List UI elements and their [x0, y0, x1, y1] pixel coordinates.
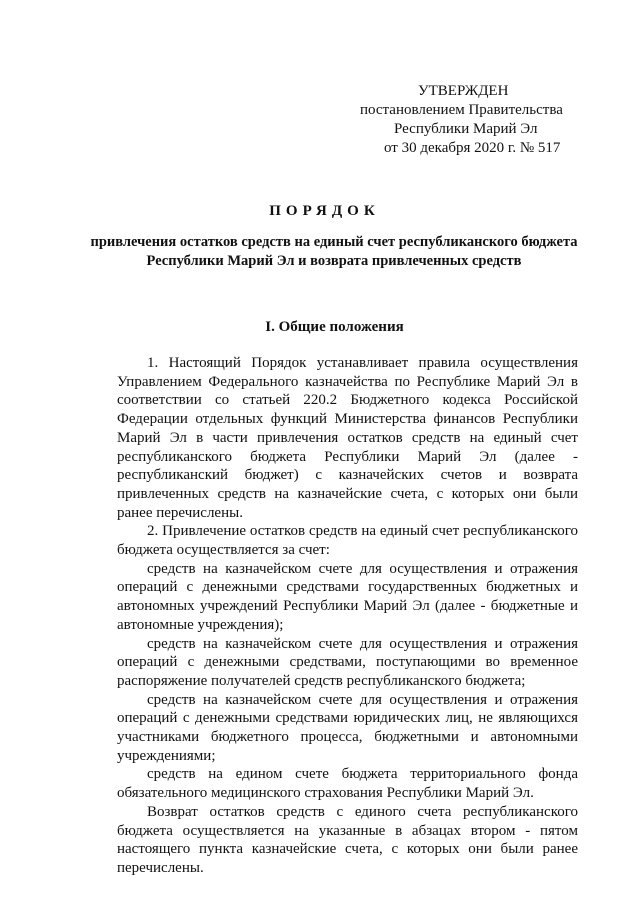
approval-date-prefix: от [384, 140, 398, 156]
paragraph-6: средств на едином счете бюджета территориального фонда обязательного медицинского страхования Республики Марий Эл. [117, 766, 578, 802]
approval-republic: Республики Марий Эл [394, 121, 538, 137]
paragraph-7: Возврат остатков средств с единого счета республиканского бюджета осуществляется на указанные в абзацах втором - пятом настоящего пункта казначейские счета, с которых они были ранее перечислены. [117, 803, 578, 876]
approval-title: УТВЕРЖДЕН [418, 83, 509, 99]
document-title: ПОРЯДОК [269, 203, 380, 219]
paragraph-4: средств на казначейском счете для осуществления и отражения операций с денежными средствами, поступающими во временное распоряжение получателей средств республиканского бюджета; [117, 635, 578, 689]
approval-date-line [360, 139, 610, 158]
paragraph-5: средств на казначейском счете для осуществления и отражения операций с денежными средствами юридических лиц, не являющихся участниками бюджетного процесса, бюджетными и автономными учреждениями; [117, 691, 578, 764]
document-subtitle: привлечения остатков средств на единый счет республиканского бюджета Республики Марий Эл и возврата привлеченных средств [90, 234, 578, 269]
section-heading: I. Общие положения [265, 319, 404, 335]
approval-authority: постановлением Правительства [360, 102, 563, 118]
approval-stamp [360, 82, 610, 158]
paragraph-2: 2. Привлечение остатков средств на единый счет республиканского бюджета осуществляется за счет: [117, 523, 578, 559]
approval-date-number: 30 декабря 2020 г. № 517 [401, 140, 561, 156]
document-body [117, 354, 578, 878]
paragraph-3: средств на казначейском счете для осуществления и отражения операций с денежными средствами государственных бюджетных и автономных учреждений Республики Марий Эл (далее - бюджетные и автономные учреждения); [117, 560, 578, 633]
paragraph-1: 1. Настоящий Порядок устанавливает правила осуществления Управлением Федерального казначейства по Республике Марий Эл в соответствии со статьей 220.2 Бюджетного кодекса Российской Федерации отдельных функций Министерства финансов Республики Марий Эл в части привлечения остатков средств на единый счет республиканского бюджета Республики Марий Эл (далее - республиканский бюджет) с казначейских счетов и возврата привлеченных средств на казначейские счета, с которых они были ранее перечислены. [117, 355, 578, 521]
